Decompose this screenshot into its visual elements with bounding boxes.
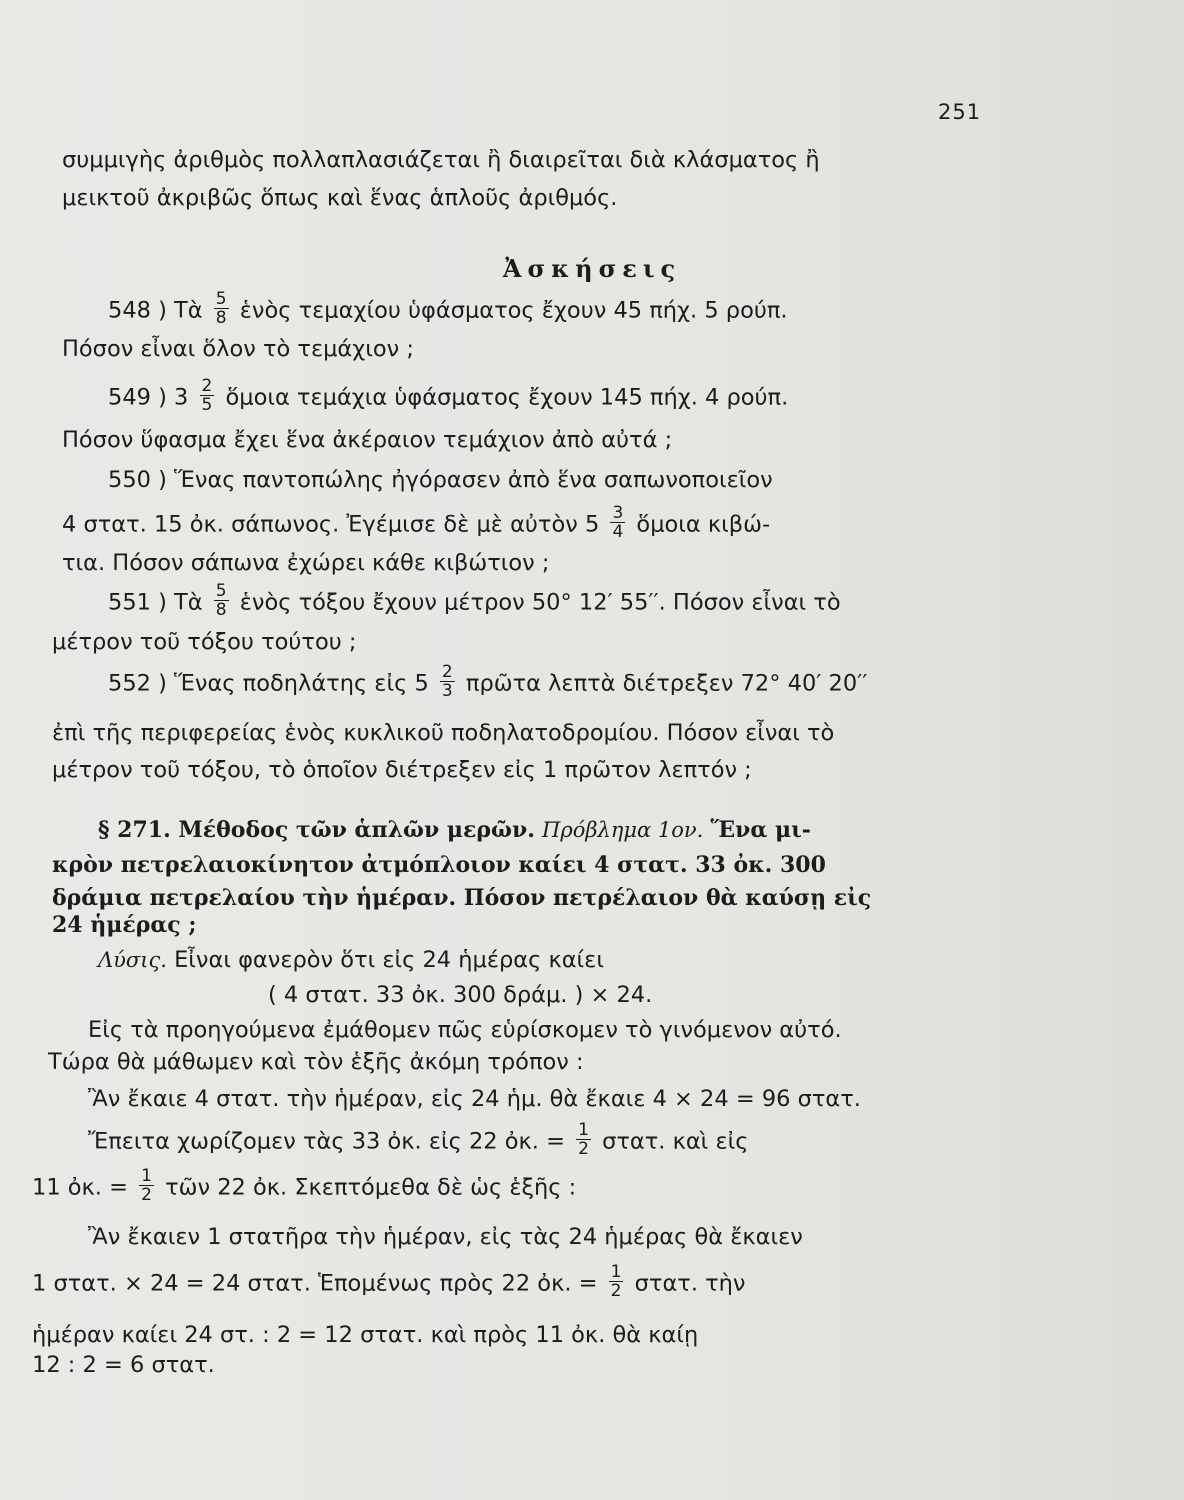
fraction-1-2-a: $\frac{1}{2}$ [578,1120,589,1159]
exercise-549-start: 549 ) 3 [108,384,189,411]
solution-line-2: ( 4 στατ. 33 ὀκ. 300 δράμ. ) × 24. [268,982,653,1008]
solution-line-1-rest: Εἶναι φανερὸν ὅτι εἰς 24 ἡμέρας καίει [174,947,604,973]
section-271-line-2: κρὸν πετρελαιοκίνητον ἀτμόπλοιον καίει 4 στατ. 33 ὀκ. 300 [52,852,826,878]
fraction-5-8-b: $\frac{5}{8}$ [215,581,227,620]
fraction-2-3: $\frac{2}{3}$ [441,662,453,701]
exercise-551-line-1 [108,581,841,621]
exercise-551-start: 551 ) Τὰ [108,589,203,616]
section-271-line-1 [98,815,811,845]
exercise-551-rest: ἑνὸς τόξου ἔχουν μέτρον 50° 12′ 55′′. Πόσον εἶναι τὸ [239,589,841,616]
solution-line-11: 12 : 2 = 6 στατ. [32,1352,215,1378]
solution-line-3: Εἰς τὰ προηγούμενα ἐμάθομεν πῶς εὑρίσκομεν τὸ γινόμενον αὐτό. [88,1017,842,1043]
exercise-548-rest: ἑνὸς τεμαχίου ὑφάσματος ἔχουν 45 πήχ. 5 ρούπ. [239,297,788,324]
intro-line-1: συμμιγὴς ἀριθμὸς πολλαπλασιάζεται ἢ διαιρεῖται διὰ κλάσματος ἢ [62,147,820,173]
solution-label: Λύσις. [98,948,167,972]
solution-line-1 [98,945,604,975]
problem-label: Πρόβλημα 1ον. [542,818,704,842]
fraction-1-2-c: $\frac{1}{2}$ [610,1262,622,1301]
solution-line-10: ἡμέραν καίει 24 στ. : 2 = 12 στατ. καὶ πρὸς 11 ὀκ. θὰ καίῃ [32,1322,699,1348]
solution-line-8: Ἂν ἔκαιεν 1 στατῆρα τὴν ἡμέραν, εἰς τὰς 24 ἡμέρας θὰ ἔκαιεν [88,1224,803,1250]
exercise-550-line-2 [62,503,771,543]
exercise-552-rest: πρῶτα λεπτὰ διέτρεξεν 72° 40′ 20′′ [465,670,868,697]
exercise-552-line-1 [108,662,868,702]
solution-line-9: 1 στατ. × 24 = 24 στατ. Ἑπομένως πρὸς 22 ὀκ. = $\frac{1}{2}$ στατ. τὴν [32,1262,746,1301]
exercises-heading: Ἀσκήσεις [502,254,682,283]
fraction-3-4: $\frac{3}{4}$ [612,503,624,542]
section-271-line-1-rest: Ἕνα μι- [710,817,811,843]
section-271-line-4: 24 ἡμέρας ; [52,912,197,938]
solution-line-6: Ἔπειτα χωρίζομεν τὰς 33 ὀκ. εἰς 22 ὀκ. = $\frac{1}{2}$ στατ. καὶ εἰς [88,1120,749,1159]
exercise-551-line-2: μέτρον τοῦ τόξου τούτου ; [52,629,357,655]
exercise-550-rest: ὅμοια κιβώ- [636,511,771,538]
fraction-1-2-b: $\frac{1}{2}$ [141,1166,152,1205]
exercise-552-line-3: μέτρον τοῦ τόξου, τὸ ὁποῖον διέτρεξεν εἰς 1 πρῶτον λεπτόν ; [52,757,752,783]
exercise-548-line-2: Πόσον εἶναι ὅλον τὸ τεμάχιον ; [62,336,414,362]
solution-line-5: Ἂν ἔκαιε 4 στατ. τὴν ἡμέραν, εἰς 24 ἡμ. θὰ ἔκαιε 4 × 24 = 96 στατ. [88,1086,861,1112]
intro-line-2: μεικτοῦ ἀκριβῶς ὅπως καὶ ἕνας ἁπλοῦς ἀριθμός. [62,185,618,211]
exercise-548-start: 548 ) Τὰ [108,297,203,324]
page-number: 251 [938,100,982,124]
exercise-549-rest: ὅμοια τεμάχια ὑφάσματος ἔχουν 145 πήχ. 4 ρούπ. [225,384,789,411]
exercise-549-line-1 [108,376,789,416]
section-271-title: § 271. Μέθοδος τῶν ἁπλῶν μερῶν. [98,817,535,843]
exercise-552-line-2: ἐπὶ τῆς περιφερείας ἑνὸς κυκλικοῦ ποδηλατοδρομίου. Πόσον εἶναι τὸ [52,720,835,746]
section-271-line-3: δράμια πετρελαίου τὴν ἡμέραν. Πόσον πετρέλαιον θὰ καύσῃ εἰς [52,885,872,911]
exercise-550-line-3: τια. Πόσον σάπωνα ἐχώρει κάθε κιβώτιον ; [62,550,550,576]
exercise-550-start: 4 στατ. 15 ὀκ. σάπωνος. Ἐγέμισε δὲ μὲ αὐτὸν 5 [62,511,600,538]
fraction-2-5: $\frac{2}{5}$ [201,376,213,415]
solution-line-4: Τώρα θὰ μάθωμεν καὶ τὸν ἑξῆς ἀκόμη τρόπον : [48,1049,584,1075]
exercise-550-line-1: 550 ) Ἕνας παντοπώλης ἠγόρασεν ἀπὸ ἕνα σαπωνοποιεῖον [108,467,773,493]
exercise-548-line-1 [108,289,788,329]
exercise-549-line-2: Πόσον ὕφασμα ἔχει ἕνα ἀκέραιον τεμάχιον ἀπὸ αὐτά ; [62,427,673,453]
fraction-5-8: $\frac{5}{8}$ [215,289,227,328]
solution-line-7: 11 ὀκ. = $\frac{1}{2}$ τῶν 22 ὀκ. Σκεπτόμεθα δὲ ὡς ἑξῆς : [32,1166,577,1205]
exercise-552-start: 552 ) Ἕνας ποδηλάτης εἰς 5 [108,670,429,697]
